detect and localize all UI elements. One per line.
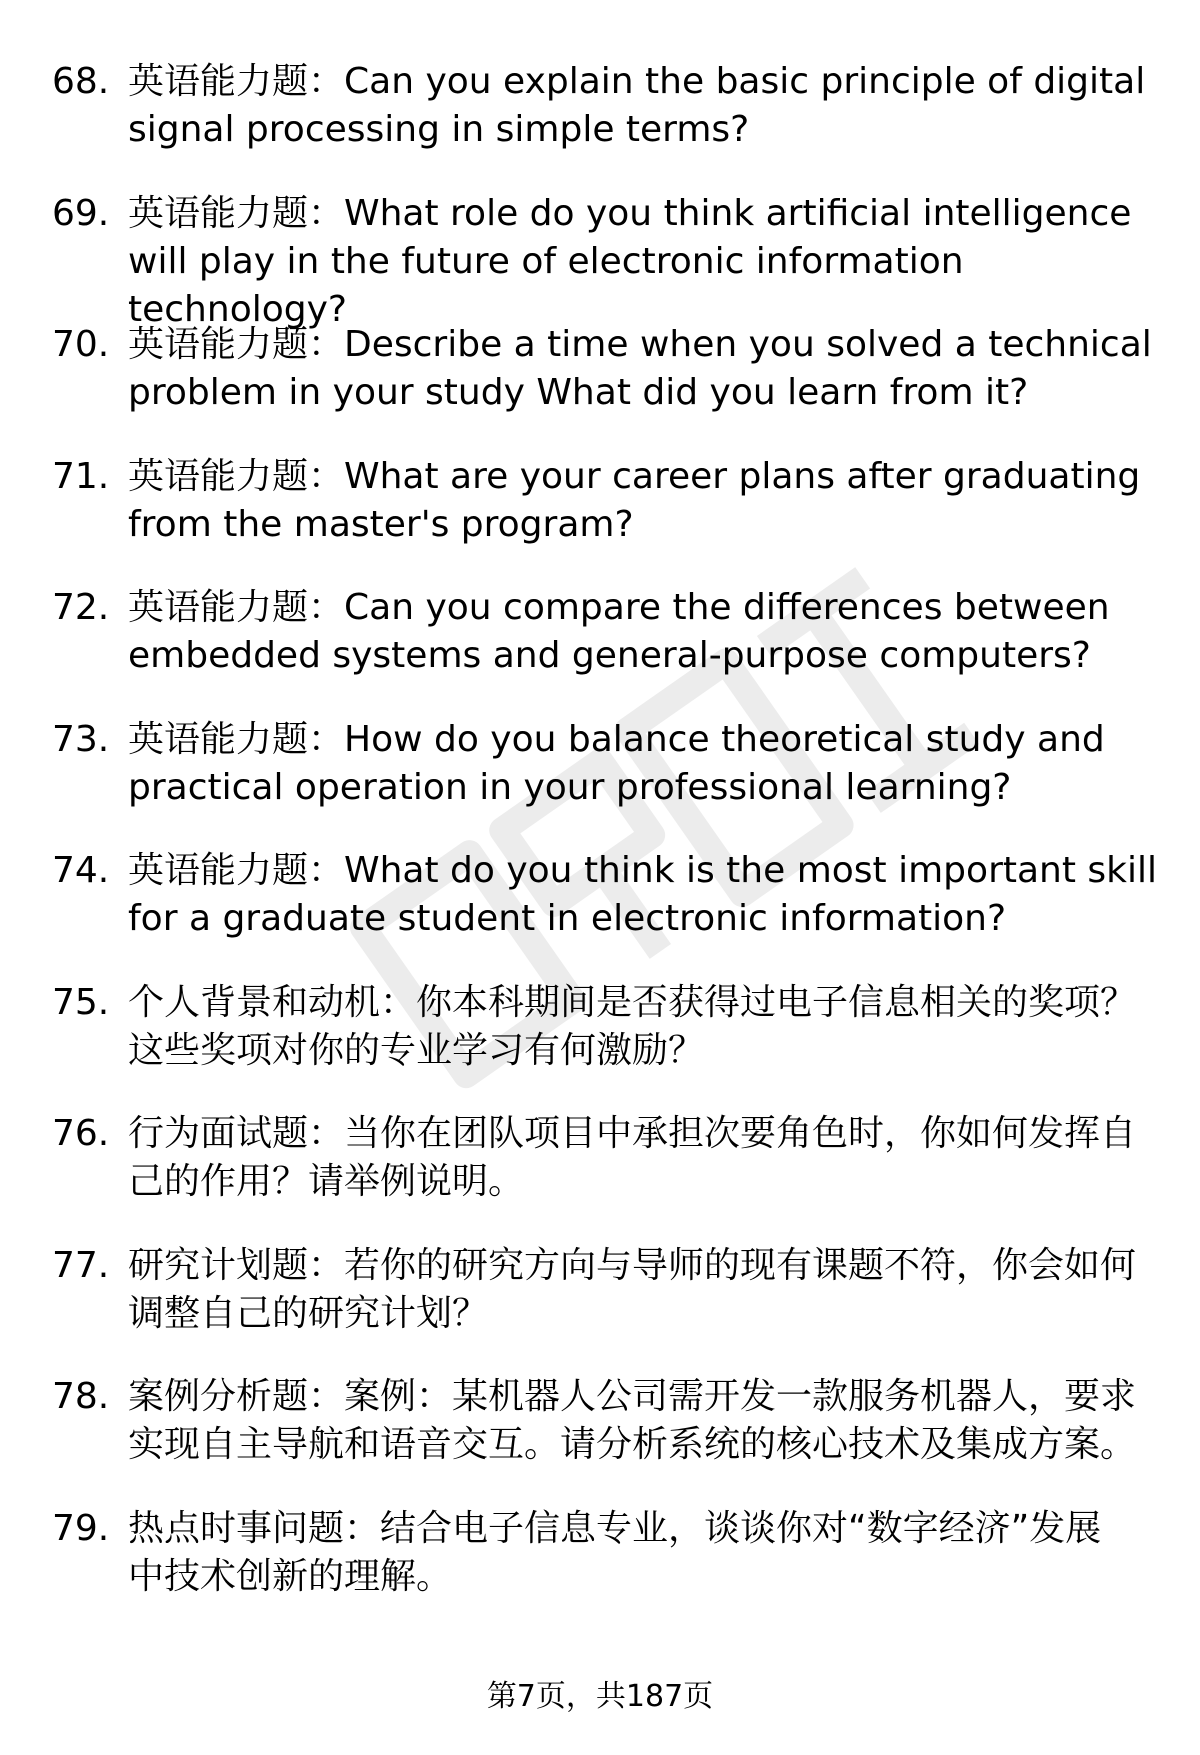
question-item — [0, 58, 1200, 190]
question-text: 英语能力题：Can you compare the differences between embedded systems and general-purpose computers? — [128, 587, 1110, 676]
question-item — [0, 1110, 1200, 1242]
question-number: 76. — [52, 1113, 110, 1154]
question-number: 73. — [52, 718, 110, 760]
question-item — [0, 584, 1200, 716]
question-text: 英语能力题：What do you think is the most important skill for a graduate student in electronic information? — [128, 850, 1158, 939]
question-text: 英语能力题：How do you balance theoretical study and practical operation in your professional learning? — [128, 718, 1105, 808]
question-text: 案例分析题：案例：某机器人公司需开发一款服务机器人，要求 实现自主导航和语音交互。请分析系统的核心技术及集成方案。 — [128, 1376, 1137, 1465]
question-item — [0, 716, 1200, 848]
question-item — [0, 1505, 1200, 1637]
question-text: 英语能力题：Can you explain the basic principle of digital signal processing in simple terms? — [128, 61, 1146, 150]
question-number: 69. — [52, 192, 110, 234]
question-number: 74. — [52, 850, 110, 891]
question-number: 78. — [52, 1376, 110, 1417]
question-text: 行为面试题：当你在团队项目中承担次要角色时，你如何发挥自 己的作用？请举例说明。 — [128, 1113, 1137, 1202]
question-item — [0, 847, 1200, 979]
question-number: 68. — [52, 61, 110, 102]
question-item — [0, 979, 1200, 1111]
question-item — [0, 453, 1200, 585]
question-text: 英语能力题：What are your career plans after graduating from the master's program? — [128, 455, 1141, 545]
question-text: 研究计划题：若你的研究方向与导师的现有课题不符，你会如何 调整自己的研究计划？ — [128, 1244, 1137, 1334]
question-list — [0, 58, 1200, 1636]
question-number: 79. — [52, 1507, 110, 1549]
page-footer: 第7页，共187页 — [486, 1679, 714, 1714]
question-number: 72. — [52, 587, 110, 628]
question-number: 77. — [52, 1244, 110, 1286]
question-number: 75. — [52, 981, 110, 1023]
question-item — [0, 1373, 1200, 1505]
question-item — [0, 190, 1200, 330]
question-number: 71. — [52, 455, 110, 497]
question-text: 个人背景和动机：你本科期间是否获得过电子信息相关的奖项？ 这些奖项对你的专业学习有何激励？ — [128, 981, 1137, 1071]
question-item — [0, 321, 1200, 453]
question-item — [0, 1242, 1200, 1374]
question-text: 热点时事问题：结合电子信息专业，谈谈你对“数字经济”发展 中技术创新的理解。 — [128, 1507, 1102, 1597]
question-text: 英语能力题：What role do you think artificial intelligence will play in the future of electronic information technology? — [128, 192, 1132, 330]
question-number: 70. — [52, 324, 110, 365]
question-text: 英语能力题：Describe a time when you solved a technical problem in your study What did you learn from it? — [128, 324, 1152, 413]
